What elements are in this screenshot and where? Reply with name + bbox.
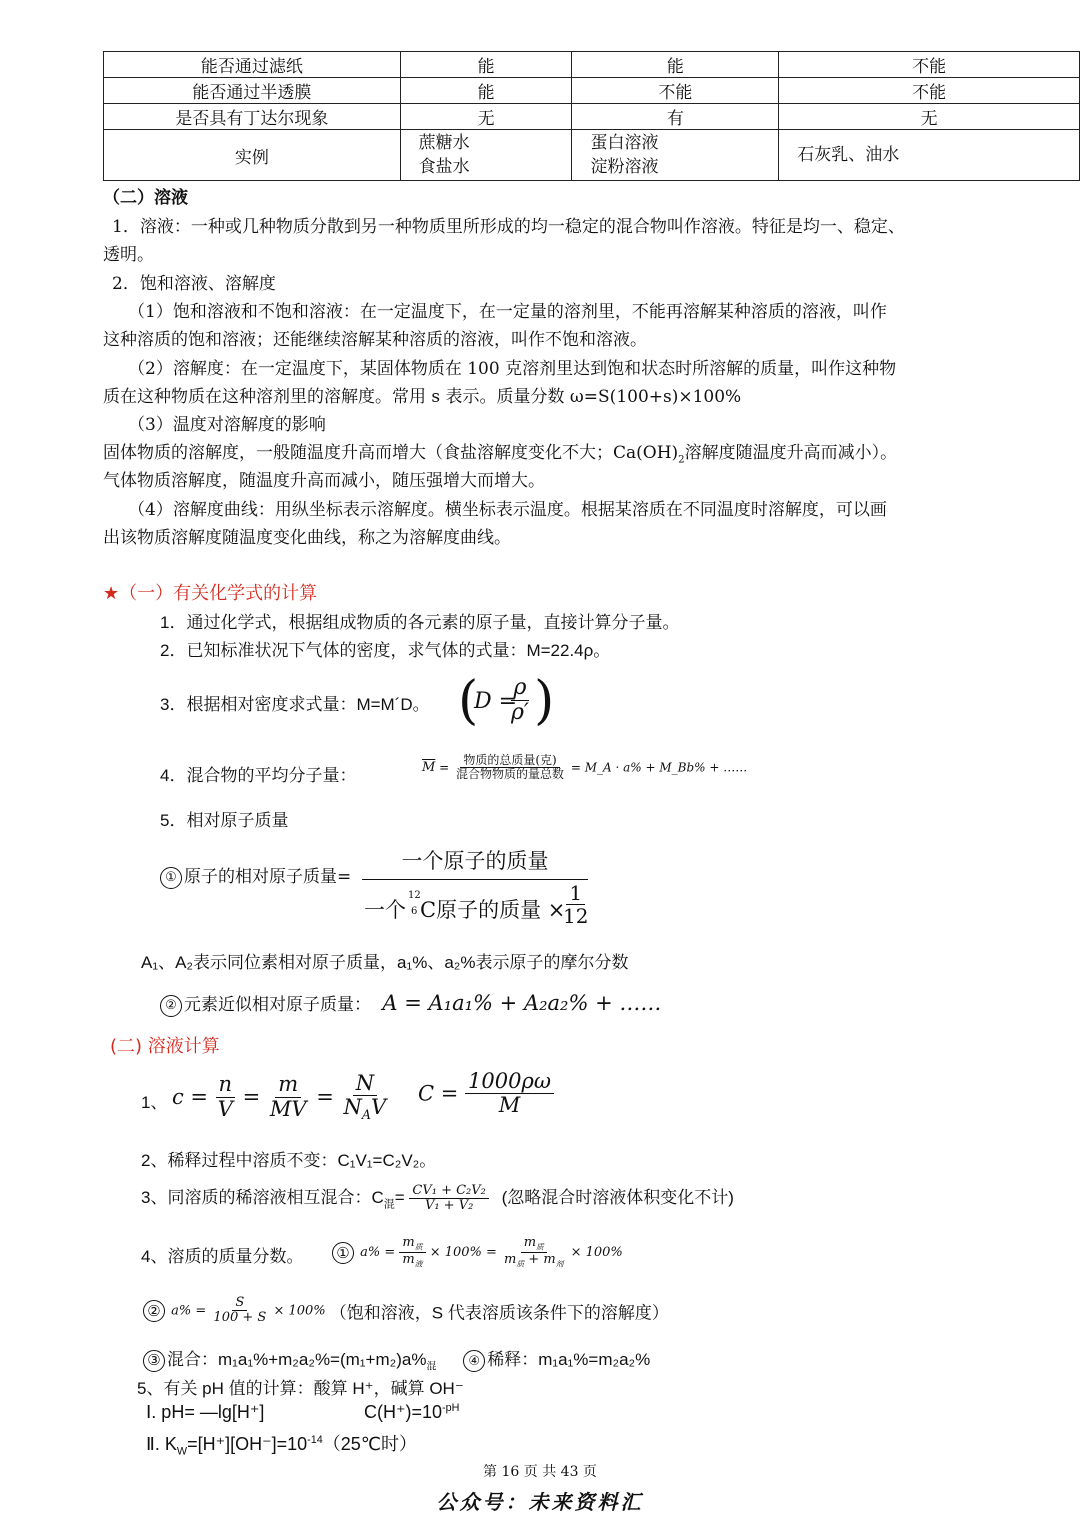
text: C原子的质量 × [420,898,566,922]
list-item: 1．通过化学式，根据组成物质的各元素的原子量，直接计算分子量。 [160,613,680,632]
cell: 不能 [779,52,1080,78]
denominator [362,880,588,928]
list-item: 3．根据相对密度求式量：M=M´D。 [160,695,430,714]
water-ion-product [146,1430,417,1458]
fraction [560,882,591,927]
list-item [143,1345,650,1372]
equals: = [439,760,450,775]
fraction: $\frac{n}{V}$ [215,1073,236,1120]
cell: 无 [779,104,1080,130]
table-row [104,52,1080,78]
cell: 石灰乳、油水 [779,130,1080,181]
average-molar-mass-formula [422,754,747,781]
fraction: $\frac{1000\rho\omega}{M}$ [465,1070,554,1117]
text: 元素近似相对原子质量： [184,995,371,1015]
circled-number: ① [160,867,182,889]
formula-text: D = [474,689,518,714]
paragraph: 这种溶质的饱和溶液；还能继续溶解某种溶质的溶液，叫作不饱和溶液。 [103,330,647,350]
numerator: 一个原子的质量 [362,845,588,880]
fraction [453,754,567,781]
subscript: 2 [678,454,685,466]
ph-formula: Ⅰ. pH= —lg[H⁺] [146,1402,265,1422]
text: 稀释：m₁a₁%=m₂a₂% [487,1350,651,1369]
note: (忽略混合时溶液体积变化不计) [501,1188,734,1207]
section-heading: ★（一）有关化学式的计算 [103,583,318,604]
list-item: 4、溶质的质量分数。 [141,1247,304,1266]
row-label: 能否通过滤纸 [104,52,401,78]
circled-number: ① [332,1242,354,1264]
section-heading: （二）溶液 [103,188,188,208]
paragraph: （1）饱和溶液和不饱和溶液：在一定温度下，在一定量的溶剂里，不能再溶解某种溶质的溶液，叫作 [128,302,887,322]
table-row [104,130,1080,181]
relative-atomic-mass-formula [362,845,588,928]
saturated-mass-fraction: ② a% = $\frac{S}{100 + S}$ × 100% （饱和溶液，S 代表溶质该条件下的溶解度） [143,1296,669,1326]
paragraph [103,438,897,465]
list-item: 5．相对原子质量 [160,811,289,830]
list-item: 2、稀释过程中溶质不变：C₁V₁=C₂V₂。 [141,1151,437,1170]
text: =[H⁺][OH⁻]=10 [187,1434,308,1454]
table-row [104,78,1080,104]
mass-fraction-formula: ① a% = $\frac{m_质}{m_液}$ × 100% = $\frac{m_质}{m_质 + m_剂}$ × 100% [332,1236,623,1269]
list-item: 4．混合物的平均分子量： [160,766,357,785]
atomic-number: 6 [411,906,418,917]
text: C(H⁺)=10 [364,1402,443,1422]
cell: 有 [572,104,779,130]
fraction: $\frac{N}{N_AV}$ [343,1071,387,1123]
fraction [409,1184,488,1214]
row-label: 实例 [104,130,401,181]
row-label: 是否具有丁达尔现象 [104,104,401,130]
paragraph: （3）温度对溶解度的影响 [128,415,326,435]
cell: 能 [400,52,572,78]
cell [400,130,572,181]
note: （饱和溶液，S 代表溶质该条件下的溶解度） [329,1303,669,1323]
formula-text: = M_A · a% + M_Bb% + …… [570,760,748,775]
cell: 能 [572,52,779,78]
cell-line: 蛋白溶液 [590,133,659,153]
cell: 不能 [572,78,779,104]
text: 混合：m₁a₁%+m₂a₂%=(m₁+m₂)a% [167,1350,427,1369]
denominator: V₁ + V₂ [424,1198,474,1214]
mass-number: 12 [408,890,421,901]
subscript: 混 [426,1361,437,1373]
numerator: 1 [566,882,585,905]
text: 3、同溶质的稀溶液相互混合：C [141,1188,384,1207]
denominator: 混合物物质的量总数 [456,767,565,782]
cell: 不能 [779,78,1080,104]
numerator: 物质的总质量(克) [460,754,559,768]
note: A₁、A₂表示同位素相对原子质量，a₁%、a₂%表示原子的摩尔分数 [141,953,629,972]
paren-right: ) [534,671,555,731]
text: 溶解度随温度升高而减小）。 [684,443,898,463]
paragraph: 出该物质溶解度随温度变化曲线，称之为溶解度曲线。 [103,528,511,548]
paren-left: ( [458,671,479,731]
row-label: 能否通过半透膜 [104,78,401,104]
cell: 能 [400,78,572,104]
superscript: -14 [307,1434,323,1446]
text: 固体物质的溶解度，一般随温度升高而增大（食盐溶解度变化不大；Ca(OH) [103,443,679,463]
list-item-number: 1、 [141,1093,168,1112]
text: 一个 [364,898,406,922]
text: （25℃时） [322,1434,417,1454]
subscript: 混 [383,1198,395,1211]
superscript: -pH [442,1402,460,1414]
paragraph: （4）溶解度曲线：用纵坐标表示溶解度。横坐标表示温度。根据某溶质在不同温度时溶解度，可以画 [128,500,887,520]
list-item: 2．已知标准状况下气体的密度，求气体的式量：M=22.4ρ。 [160,641,611,660]
circled-number: ② [143,1300,165,1322]
fraction [508,676,532,725]
paragraph: 透明。 [103,245,154,265]
fraction: $\frac{m}{MV}$ [269,1072,307,1121]
wechat-watermark: 公众号：未来资料汇 [436,1490,644,1514]
numerator: ρ [511,676,530,701]
cell-line: 食盐水 [418,157,470,177]
cell-line: 蔗糖水 [418,133,470,153]
paragraph: 2．饱和溶液、溶解度 [112,274,276,294]
concentration-formula: c = $\frac{n}{V}$ = $\frac{m}{MV}$ = $\frac{N}{N_AV}$ [172,1072,389,1122]
denominator: 12 [563,904,589,928]
paragraph: （2）溶解度：在一定温度下，某固体物质在 100 克溶剂里达到饱和状态时所溶解的质量，叫作这种物 [128,359,897,379]
table-row [104,104,1080,130]
circled-number: ③ [143,1350,165,1372]
circled-number: ② [160,995,182,1017]
concentration-density-formula: C = $\frac{1000\rho\omega}{M}$ [418,1070,554,1117]
colloid-comparison-table [103,51,1080,181]
list-item: 3、同溶质的稀溶液相互混合：$C_混=$ $\frac{\text{CV₁ + C₂V₂}}{\text{V₁ + V₂}}$ (忽略混合时溶液体积变化不计) [141,1182,734,1214]
paragraph: 气体物质溶解度，随温度升高而减小，随压强增大而增大。 [103,471,545,491]
section-heading: (二) 溶液计算 [110,1036,220,1057]
list-item: 5、有关 pH 值的计算：酸算 H⁺，碱算 OH⁻ [137,1379,464,1398]
formula-text: $\overline{M}$ [422,760,436,776]
cell [572,130,779,181]
denominator: ρ′ [511,700,529,726]
fraction: $\frac{m_质}{m_质 + m_剂}$ [504,1235,564,1269]
element-atomic-mass [160,990,661,1017]
text: 原子的相对原子质量= [184,867,352,887]
relative-density-formula [458,671,555,733]
relative-atomic-mass-label [160,862,351,889]
numerator: CV₁ + C₂V₂ [409,1184,488,1199]
paragraph: 1．溶液：一种或几种物质分散到另一种物质里所形成的均一稳定的混合物叫作溶液。特征是均一、稳定、 [112,217,905,237]
cell: 无 [400,104,572,130]
circled-number: ④ [463,1350,485,1372]
formula-text: A = A₁a₁% + A₂a₂% + …… [382,991,662,1015]
text: Ⅱ. K [146,1434,177,1454]
hydrogen-ion-formula [364,1402,459,1423]
subscript: W [176,1445,188,1458]
page-number: 第 16 页 共 43 页 [483,1464,597,1480]
fraction: $\frac{S}{100 + S}$ [213,1295,267,1326]
fraction: $\frac{m_质}{m_液}$ [399,1236,425,1269]
paragraph: 质在这种物质在这种溶剂里的溶解度。常用 s 表示。质量分数 ω=S(100+s)×100% [103,387,742,407]
cell-line: 淀粉溶液 [590,157,659,177]
